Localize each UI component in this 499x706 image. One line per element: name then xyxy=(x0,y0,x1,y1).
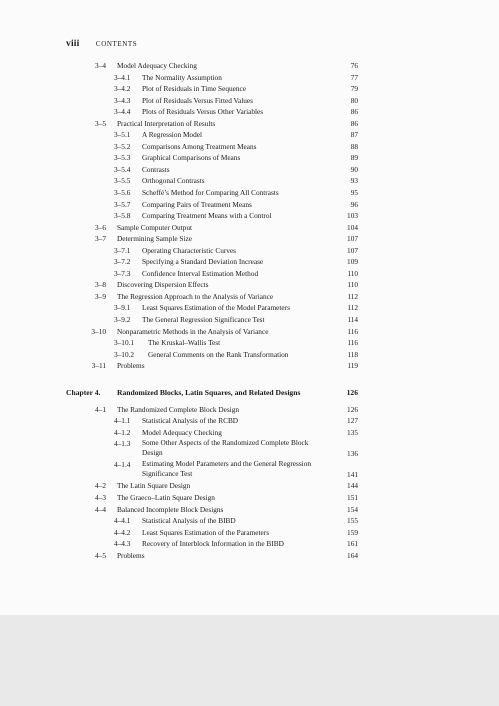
toc-entry-number: 4–4.3 xyxy=(114,539,131,549)
toc-entry-number: 3–9 xyxy=(95,291,106,301)
spacer xyxy=(66,372,358,383)
toc-entry-number: 4–4 xyxy=(95,504,106,514)
toc-subsection-entry[interactable] xyxy=(66,538,358,550)
toc-entry-page: 89 xyxy=(350,153,358,163)
toc-entry-title: Practical Interpretation of Results xyxy=(117,118,216,128)
toc-entry-page: 119 xyxy=(347,361,358,371)
toc-entry-title: Balanced Incomplete Block Designs xyxy=(117,504,224,514)
toc-entry-page: 86 xyxy=(350,118,358,128)
toc-entry-number: 3–4.4 xyxy=(114,107,131,117)
toc-entry-title: Determining Sample Size xyxy=(117,234,192,244)
toc-section-entry[interactable] xyxy=(66,360,358,372)
toc-entry-number: 4–1.1 xyxy=(114,416,131,426)
toc-entry-page: 159 xyxy=(347,527,358,537)
toc-entry-title: The Regression Approach to the Analysis of Variance xyxy=(117,291,274,301)
toc-entry-number: 3–7.1 xyxy=(114,245,131,255)
toc-entry-number: 4–4.2 xyxy=(114,527,131,537)
toc-entry-number: 3–4 xyxy=(95,61,106,70)
toc-entry-page: 88 xyxy=(350,141,358,151)
toc-subsection-entry[interactable] xyxy=(66,164,358,176)
toc-entry-title: Nonparametric Methods in the Analysis of Variance xyxy=(117,326,269,336)
toc-subsection-entry[interactable] xyxy=(66,175,358,187)
toc-section-entry[interactable] xyxy=(66,279,358,291)
toc-entry-page: 116 xyxy=(347,338,358,348)
toc-entry-page: 104 xyxy=(347,222,358,232)
toc-entry-title: Least Squares Estimation of the Parameters xyxy=(142,527,270,537)
toc-entry-number: 3–4.3 xyxy=(114,95,131,105)
toc-entry-page: 127 xyxy=(347,416,358,426)
toc-entry-title: Plot of Residuals in Time Sequence xyxy=(142,84,246,94)
toc-entry-page: 154 xyxy=(347,504,358,514)
toc-entry-page: 141 xyxy=(347,470,358,480)
toc-entry-title: Recovery of Interblock Information in the BIBD xyxy=(142,539,284,549)
chapter-title: Randomized Blocks, Latin Squares, and Related Designs xyxy=(117,387,301,397)
toc-entry-page: 90 xyxy=(350,164,358,174)
toc-entry-title: Problems xyxy=(117,361,145,371)
toc-subsection-entry[interactable] xyxy=(66,427,358,439)
toc-entry-page: 79 xyxy=(350,84,358,94)
toc-entry-title: General Comments on the Rank Transformation xyxy=(148,349,289,359)
toc-subsection-entry[interactable] xyxy=(66,187,358,199)
toc-subsection-entry[interactable] xyxy=(66,210,358,222)
toc-entry-number: 3–5.4 xyxy=(114,164,131,174)
toc-section-entry[interactable] xyxy=(66,291,358,303)
toc-entry-number: 4–3 xyxy=(95,492,106,502)
toc-entry-page: 112 xyxy=(347,291,358,301)
toc-entry-number: 3–5 xyxy=(95,118,106,128)
toc-entry-page: 110 xyxy=(347,268,358,278)
toc-entry-page: 118 xyxy=(347,349,358,359)
toc-entry-number: 3–10.2 xyxy=(114,349,135,359)
toc-entry-title: Plots of Residuals Versus Other Variables xyxy=(142,107,264,117)
running-header xyxy=(66,38,137,49)
toc-entry-number: 3–5.2 xyxy=(114,141,131,151)
table-of-contents xyxy=(66,60,358,561)
toc-section-entry[interactable] xyxy=(66,118,358,130)
toc-entry-page: 76 xyxy=(350,61,358,70)
toc-entry-number: 4–1.2 xyxy=(114,427,131,437)
chapter-page: 126 xyxy=(346,387,358,397)
running-title: CONTENTS xyxy=(95,40,138,48)
toc-section-entry[interactable] xyxy=(66,233,358,245)
toc-entry-page: 86 xyxy=(350,107,358,117)
toc-entry-page: 112 xyxy=(347,303,358,313)
toc-entry-title: Comparing Pairs of Treatment Means xyxy=(142,199,252,209)
toc-entry-title: Model Adequacy Checking xyxy=(142,427,222,437)
toc-entry-number: 3–5.7 xyxy=(114,199,131,209)
toc-entry-page: 116 xyxy=(347,326,358,336)
toc-subsection-entry[interactable] xyxy=(66,72,358,84)
toc-entry-number: 3–7.2 xyxy=(114,257,131,267)
toc-section-entry[interactable] xyxy=(66,326,358,338)
toc-entry-page: 136 xyxy=(347,449,358,459)
toc-entry-title: Orthogonal Contrasts xyxy=(142,176,205,186)
toc-entry-page: 164 xyxy=(347,550,358,560)
toc-subsection-entry[interactable] xyxy=(66,83,358,95)
toc-section-entry[interactable] xyxy=(66,404,358,416)
toc-entry-number: 4–4.1 xyxy=(114,516,131,526)
toc-entry-page: 80 xyxy=(350,95,358,105)
toc-section-entry[interactable] xyxy=(66,60,358,72)
toc-section-entry[interactable] xyxy=(66,222,358,234)
toc-subsection-entry[interactable] xyxy=(66,515,358,527)
toc-subsection-entry[interactable] xyxy=(66,129,358,141)
toc-entry-page: 110 xyxy=(347,280,358,290)
page-number: viii xyxy=(66,39,80,49)
toc-entry-number: 3–9.2 xyxy=(114,315,131,325)
toc-subsection-entry[interactable] xyxy=(66,256,358,268)
toc-subsection-entry[interactable] xyxy=(66,268,358,280)
toc-entry-page: 144 xyxy=(347,481,358,491)
toc-entry-number: 3–4.1 xyxy=(114,72,131,82)
toc-entry-page: 96 xyxy=(350,199,358,209)
toc-entry-number: 3–11 xyxy=(91,361,106,371)
toc-entry-page: 161 xyxy=(347,539,358,549)
toc-entry-title: Sample Computer Output xyxy=(117,222,192,232)
scan-background xyxy=(0,615,499,706)
toc-entry-title: Comparing Treatment Means with a Control xyxy=(142,211,272,221)
toc-entry-number: 4–1.3 xyxy=(114,439,131,449)
toc-entry-title: The General Regression Significance Test xyxy=(142,315,265,325)
toc-entry-page: 109 xyxy=(347,257,358,267)
toc-entry-number: 3–10 xyxy=(91,326,106,336)
toc-entry-title: Plot of Residuals Versus Fitted Values xyxy=(142,95,254,105)
toc-section-entry[interactable] xyxy=(66,480,358,492)
toc-subsection-entry[interactable] xyxy=(66,245,358,257)
toc-entry-page: 155 xyxy=(347,516,358,526)
toc-entry-title: Graphical Comparisons of Means xyxy=(142,153,241,163)
toc-subsection-entry[interactable] xyxy=(66,459,358,480)
toc-entry-page: 107 xyxy=(347,234,358,244)
toc-subsection-entry[interactable] xyxy=(66,314,358,326)
toc-subsection-entry[interactable] xyxy=(66,527,358,539)
toc-subsection-entry[interactable] xyxy=(66,415,358,427)
toc-section-entry[interactable] xyxy=(66,550,358,562)
toc-entry-title: Specifying a Standard Deviation Increase xyxy=(142,257,264,267)
toc-section-entry[interactable] xyxy=(66,504,358,516)
toc-entry-number: 3–6 xyxy=(95,222,106,232)
toc-entry-title: Estimating Model Parameters and the General Regression Significance Test xyxy=(142,459,311,479)
toc-entry-title: Statistical Analysis of the BIBD xyxy=(142,516,236,526)
chapter-heading[interactable] xyxy=(66,383,358,401)
toc-entry-number: 3–5.1 xyxy=(114,130,131,140)
toc-subsection-entry[interactable] xyxy=(66,141,358,153)
toc-entry-title: The Normality Assumption xyxy=(142,72,222,82)
toc-entry-title: Comparisons Among Treatment Means xyxy=(142,141,257,151)
toc-entry-title: The Latin Square Design xyxy=(117,481,191,491)
toc-entry-page: 135 xyxy=(347,427,358,437)
toc-entry-number: 3–9.1 xyxy=(114,303,131,313)
toc-entry-number: 3–5.3 xyxy=(114,153,131,163)
toc-entry-page: 107 xyxy=(347,245,358,255)
toc-subsection-entry[interactable] xyxy=(66,106,358,118)
toc-entry-title: Some Other Aspects of the Randomized Complete Block Design xyxy=(142,438,309,458)
toc-entry-number: 3–5.5 xyxy=(114,176,131,186)
toc-entry-number: 3–7.3 xyxy=(114,268,131,278)
toc-block-chapter4 xyxy=(66,404,358,561)
toc-subsection-entry[interactable] xyxy=(66,95,358,107)
toc-entry-page: 126 xyxy=(347,404,358,414)
toc-entry-number: 4–1 xyxy=(95,404,106,414)
toc-subsection-entry[interactable] xyxy=(66,438,358,459)
toc-entry-page: 87 xyxy=(350,130,358,140)
toc-entry-page: 103 xyxy=(347,211,358,221)
toc-entry-title: Problems xyxy=(117,550,145,560)
toc-entry-title: Discovering Dispersion Effects xyxy=(117,280,209,290)
toc-entry-title: Scheffé’s Method for Comparing All Contrasts xyxy=(142,188,279,198)
toc-entry-number: 3–8 xyxy=(95,280,106,290)
toc-entry-number: 3–7 xyxy=(95,234,106,244)
toc-section-entry[interactable] xyxy=(66,492,358,504)
toc-entry-number: 4–1.4 xyxy=(114,460,131,470)
toc-entry-title: Least Squares Estimation of the Model Parameters xyxy=(142,303,290,313)
toc-entry-title: The Kruskal–Wallis Test xyxy=(148,338,221,348)
toc-entry-title: Model Adequacy Checking xyxy=(117,61,197,70)
toc-entry-title: A Regression Model xyxy=(142,130,202,140)
toc-entry-title: Confidence Interval Estimation Method xyxy=(142,268,259,278)
toc-entry-title: Contrasts xyxy=(142,164,170,174)
toc-entry-title: The Graeco–Latin Square Design xyxy=(117,492,215,502)
toc-entry-number: 3–10.1 xyxy=(114,338,135,348)
toc-entry-number: 3–4.2 xyxy=(114,84,131,94)
chapter-number: Chapter 4. xyxy=(66,387,101,397)
toc-entry-page: 93 xyxy=(350,176,358,186)
toc-entry-page: 77 xyxy=(350,72,358,82)
toc-entry-title: Operating Characteristic Curves xyxy=(142,245,237,255)
toc-entry-number: 3–5.8 xyxy=(114,211,131,221)
toc-entry-number: 3–5.6 xyxy=(114,188,131,198)
toc-subsection-entry[interactable] xyxy=(66,349,358,361)
toc-subsection-entry[interactable] xyxy=(66,302,358,314)
toc-subsection-entry[interactable] xyxy=(66,152,358,164)
toc-entry-page: 95 xyxy=(350,188,358,198)
toc-block-chapter3 xyxy=(66,60,358,372)
toc-entry-page: 151 xyxy=(347,492,358,502)
toc-entry-number: 4–2 xyxy=(95,481,106,491)
toc-entry-number: 4–5 xyxy=(95,550,106,560)
toc-entry-page: 114 xyxy=(347,315,358,325)
toc-entry-title: The Randomized Complete Block Design xyxy=(117,404,239,414)
toc-entry-title: Statistical Analysis of the RCBD xyxy=(142,416,239,426)
toc-subsection-entry[interactable] xyxy=(66,199,358,211)
toc-subsection-entry[interactable] xyxy=(66,337,358,349)
